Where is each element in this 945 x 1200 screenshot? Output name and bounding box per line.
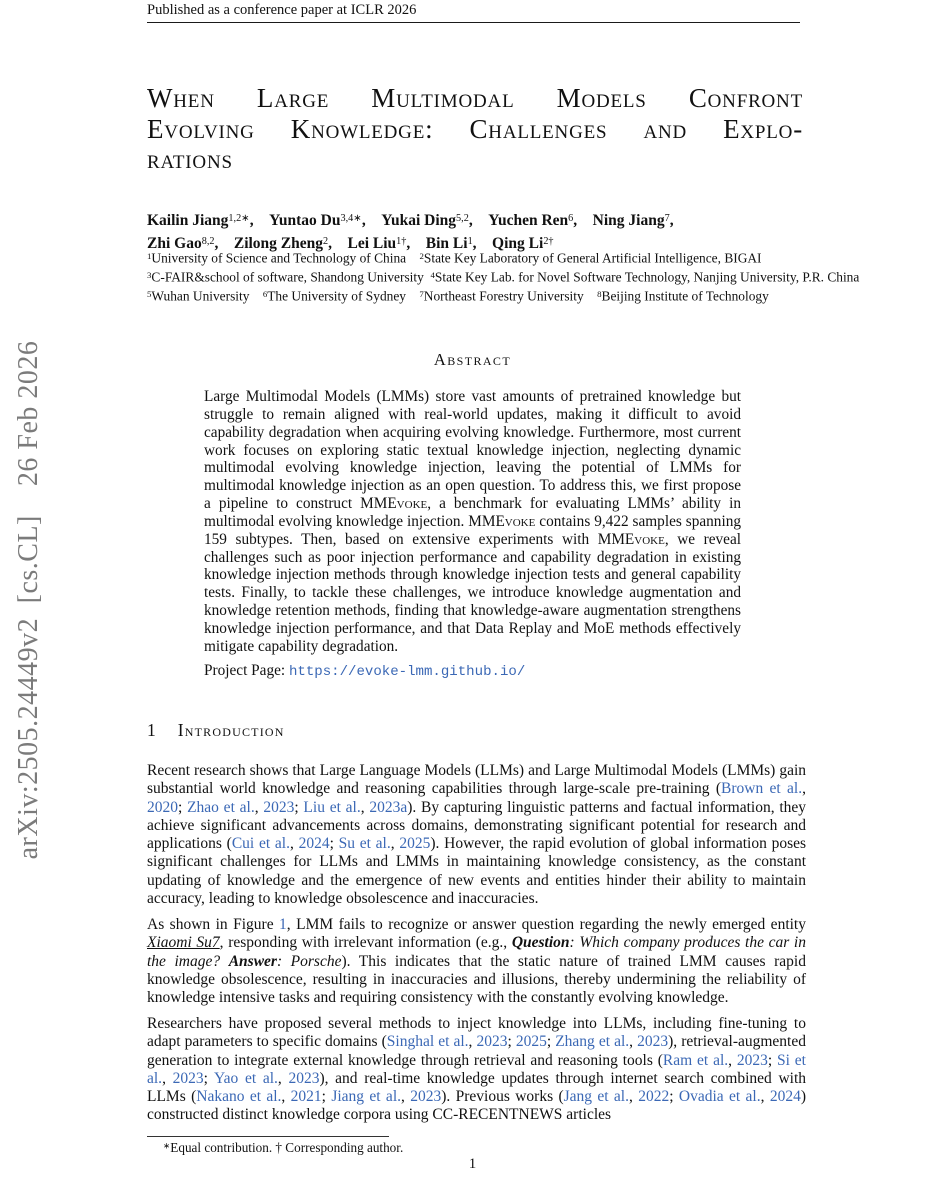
text-run: , bbox=[573, 211, 593, 229]
text-run: contains 9,422 samples spanning 159 subtypes. Then, based on extensive experiments with bbox=[204, 512, 741, 548]
author-list bbox=[147, 208, 847, 254]
text-run: , bbox=[728, 1051, 737, 1069]
citation-link[interactable]: 2021 bbox=[290, 1088, 322, 1106]
text-run: ∗ bbox=[163, 1140, 171, 1151]
page-number: 1 bbox=[468, 1156, 477, 1172]
text-run: , bbox=[629, 1088, 639, 1106]
text-run: 5,2 bbox=[456, 213, 469, 224]
text-run: Xiaomi Su7 bbox=[147, 934, 220, 952]
header-rule bbox=[147, 22, 800, 23]
text-run: MMEvoke bbox=[360, 495, 428, 513]
text-run: , bbox=[468, 1033, 477, 1051]
text-run: , bbox=[289, 835, 299, 853]
arxiv-watermark: arXiv:2505.24449v2 [cs.CL] 26 Feb 2026 bbox=[13, 340, 44, 860]
text-run: , bbox=[281, 1088, 291, 1106]
text-run: Beijing Institute of Technology bbox=[601, 288, 769, 304]
text-run: ). However, the rapid evolution of global information poses significant challenges for LLMs and LMMs in maintaining knowledge consistency, as the constant updating of knowledge and the emergence of new events and entities hinder their ability to maintain accuracy, leading to knowledge obsolescence and inaccuracies. bbox=[147, 835, 807, 908]
text-run: Large Multimodal Models (LMMs) store vast amounts of pretrained knowledge but struggle to remain aligned with real-world updates, making it difficult to avoid capability degradation when acquiring evolving knowledge. Furthermore, most current work focuses on exploring static textual knowledge injection, neglecting dynamic multimodal evolving knowledge injection, leaving the potential of LMMs for multimodal knowledge injection as an open question. To address this, we first propose a pipeline to construct bbox=[204, 388, 741, 513]
text-run: ; bbox=[767, 1051, 778, 1069]
intro-paragraph-2 bbox=[147, 916, 806, 1007]
text-run: : Porsche bbox=[276, 952, 342, 970]
text-run: , bbox=[472, 234, 493, 252]
text-run: , we reveal challenges such as poor injection performance and capability degradation in existing knowledge injection methods through knowledge injection tests and general capability tests. Finally, to tackle these challenges, we introduce knowledge augmentation and knowledge retention methods, finding that knowledge-aware augmentation strengthens knowledge injection performance, and that Data Replay and MoE methods effectively mitigate capability degradation. bbox=[204, 530, 741, 655]
citation-link[interactable]: 2020 bbox=[147, 798, 178, 816]
citation-link[interactable]: Zhang et al. bbox=[555, 1033, 630, 1051]
paper-title-line-1: When Large Multimodal Models Confront bbox=[147, 83, 803, 113]
citation-link[interactable]: Singhal et al. bbox=[386, 1033, 469, 1051]
citation-link[interactable]: Zhao et al. bbox=[187, 798, 255, 816]
affiliation-line-1 bbox=[147, 248, 945, 267]
section-title: Introduction bbox=[177, 720, 285, 740]
text-run: MMEvoke bbox=[468, 512, 536, 530]
citation-link[interactable]: Ovadia et al. bbox=[678, 1088, 761, 1106]
text-run: , responding with irrelevant information (e.g., bbox=[219, 934, 512, 952]
text-run: Northeast Forestry University bbox=[423, 288, 584, 304]
text-run: Kailin Jiang bbox=[147, 211, 229, 229]
text-run: 4 bbox=[430, 269, 435, 280]
citation-link[interactable]: 2023 bbox=[410, 1088, 442, 1106]
text-run: Yuchen Ren bbox=[488, 211, 569, 229]
text-run: , bbox=[277, 1069, 289, 1087]
paper-title-line-2: Evolving Knowledge: Challenges and Explo- bbox=[147, 113, 803, 144]
citation-link[interactable]: 2023 bbox=[288, 1069, 320, 1087]
text-run: 3,4∗ bbox=[340, 213, 362, 224]
affiliation-line-2 bbox=[147, 267, 945, 286]
text-run: Zhi Gao bbox=[147, 234, 202, 252]
footnote-text bbox=[147, 1140, 803, 1156]
author-line-1 bbox=[147, 208, 847, 231]
text-run: ) constructed distinct knowledge corpora using CC-RECENTNEWS articles bbox=[147, 1088, 807, 1124]
text-run: , bbox=[802, 780, 806, 798]
text-run: , bbox=[254, 798, 264, 816]
citation-link[interactable]: Yao et al. bbox=[214, 1069, 278, 1087]
text-run: : Which company produces the car in the image? bbox=[147, 934, 806, 970]
text-run: ), retrieval-augmented generation to integrate external knowledge through retrieval and reasoning tools ( bbox=[147, 1033, 806, 1069]
text-run: 2† bbox=[543, 235, 554, 247]
text-run: 1 bbox=[147, 251, 152, 261]
text-run: Wuhan University bbox=[151, 288, 250, 304]
text-run: ; bbox=[321, 1088, 332, 1106]
project-url-link[interactable]: https://evoke-lmm.github.io/ bbox=[288, 664, 526, 680]
citation-link[interactable]: Liu et al. bbox=[303, 798, 361, 816]
intro-paragraph-1 bbox=[147, 762, 806, 908]
citation-link[interactable]: 2024 bbox=[769, 1088, 801, 1106]
text-run: 5 bbox=[147, 288, 152, 299]
text-run: ; bbox=[507, 1033, 516, 1051]
text-run: Zilong Zheng bbox=[233, 234, 324, 252]
text-run: 2 bbox=[323, 235, 329, 247]
text-run: Qing Li bbox=[492, 234, 544, 252]
project-page-line bbox=[204, 662, 741, 680]
text-run: 6 bbox=[262, 288, 268, 299]
citation-link[interactable]: 2024 bbox=[298, 835, 330, 853]
paper-title bbox=[147, 83, 803, 175]
text-run: Ning Jiang bbox=[592, 211, 665, 229]
text-run: ; bbox=[329, 835, 339, 853]
abstract-text bbox=[204, 388, 741, 656]
text-run: MMEvoke bbox=[597, 530, 665, 548]
text-run: ; bbox=[294, 798, 304, 816]
text-run: State Key Laboratory of General Artificial Intelligence, BIGAI bbox=[423, 250, 762, 266]
citation-link[interactable]: 1 bbox=[279, 916, 287, 933]
citation-link[interactable]: 2025 bbox=[399, 835, 431, 853]
citation-link[interactable]: 2023 bbox=[637, 1033, 669, 1051]
text-run: 3 bbox=[147, 269, 152, 280]
text-run: ), and real-time knowledge updates through internet search combined with LLMs ( bbox=[147, 1069, 807, 1106]
text-run: , bbox=[669, 211, 674, 229]
text-run: Bin Li bbox=[425, 234, 468, 252]
citation-link[interactable]: 2023 bbox=[476, 1033, 508, 1051]
text-run bbox=[424, 269, 431, 284]
abstract-heading: Abstract bbox=[433, 350, 512, 369]
text-run: ; bbox=[178, 798, 188, 816]
text-run: , bbox=[214, 234, 234, 252]
citation-link[interactable]: Si et al. bbox=[147, 1051, 806, 1087]
text-run: ; bbox=[546, 1033, 556, 1051]
text-run: 1† bbox=[396, 235, 407, 247]
affiliation-line-3 bbox=[147, 286, 945, 305]
text-run bbox=[406, 250, 419, 265]
text-run: , bbox=[406, 234, 426, 252]
text-run: , bbox=[249, 211, 270, 229]
text-run: 7 bbox=[419, 288, 424, 299]
text-run: , bbox=[328, 234, 348, 252]
text-run: , bbox=[361, 211, 382, 229]
text-run: , bbox=[360, 798, 370, 816]
text-run: Researchers have proposed several methods to inject knowledge into LLMs, including fine-tuning to adapt parameters to specific domains ( bbox=[147, 1015, 806, 1051]
citation-link[interactable]: Jiang et al. bbox=[331, 1088, 401, 1106]
text-run: 1,2∗ bbox=[228, 213, 250, 224]
text-run: 7 bbox=[664, 213, 670, 224]
text-run: As shown in Figure bbox=[147, 916, 280, 933]
section-number: 1 bbox=[147, 720, 156, 740]
text-run: ). By capturing linguistic patterns and factual information, they achieve significant advancements across domains, demonstrating significant potential for research and applications ( bbox=[147, 798, 807, 853]
text-run: , bbox=[390, 835, 400, 853]
citation-link[interactable]: Su et al. bbox=[338, 835, 391, 853]
text-run: Yukai Ding bbox=[381, 211, 457, 229]
citation-link[interactable]: 2023 bbox=[172, 1069, 204, 1087]
text-run bbox=[584, 288, 597, 303]
text-run: ; bbox=[203, 1069, 215, 1087]
text-run: 8,2 bbox=[201, 235, 215, 247]
text-run: State Key Lab. for Novel Software Technology, Nanjing University, P.R. China bbox=[434, 269, 860, 285]
footnote-rule bbox=[147, 1136, 389, 1137]
text-run: 8 bbox=[597, 288, 602, 299]
text-run: , bbox=[468, 211, 489, 229]
text-run: , bbox=[401, 1088, 411, 1106]
text-run: , bbox=[162, 1069, 173, 1087]
text-run: , a benchmark for evaluating LMMs’ ability in multimodal evolving knowledge injection. bbox=[204, 495, 741, 530]
text-run: Answer bbox=[228, 952, 277, 970]
text-run: Yuntao Du bbox=[269, 211, 341, 229]
citation-link[interactable]: 2023 bbox=[736, 1051, 768, 1069]
citation-link[interactable]: Ram et al. bbox=[662, 1051, 729, 1069]
text-run: University of Science and Technology of China bbox=[151, 250, 407, 266]
citation-link[interactable]: Jang et al. bbox=[563, 1088, 629, 1106]
text-run: ). Previous works ( bbox=[441, 1088, 564, 1106]
citation-link[interactable]: Brown et al. bbox=[721, 780, 803, 798]
citation-link[interactable]: Cui et al. bbox=[231, 835, 290, 853]
citation-link[interactable]: Nakano et al. bbox=[196, 1088, 282, 1106]
affiliation-list bbox=[147, 248, 945, 305]
text-run: The University of Sydney bbox=[267, 288, 406, 304]
text-run: , bbox=[629, 1033, 638, 1051]
text-run: Lei Liu bbox=[347, 234, 397, 252]
citation-link[interactable]: 2023a bbox=[369, 798, 408, 816]
text-run: ; bbox=[669, 1088, 679, 1106]
text-run: ). This indicates that the static nature of trained LMM causes rapid knowledge obsolescence, resulting in inaccuracies and illusions, thereby undermining the reliability of knowledge intensive tasks and requiring consistency with the constantly evolving knowledge. bbox=[147, 952, 806, 1007]
text-run: Question bbox=[511, 934, 570, 952]
citation-link[interactable]: 2022 bbox=[638, 1088, 670, 1106]
text-run: Project Page: bbox=[204, 662, 289, 679]
text-run: C-FAIR&school of software, Shandong University bbox=[151, 269, 424, 285]
citation-link[interactable]: 2025 bbox=[515, 1033, 547, 1051]
text-run: Equal contribution. † Corresponding author. bbox=[170, 1140, 404, 1155]
text-run: 2 bbox=[419, 251, 424, 261]
text-run: 1 bbox=[467, 235, 473, 247]
text-run: Recent research shows that Large Language Models (LLMs) and Large Multimodal Models (LMMs) gain substantial world knowledge and reasoning capabilities through large-scale pre-training ( bbox=[147, 762, 806, 798]
paper-title-line-3: rations bbox=[147, 144, 233, 174]
text-run bbox=[406, 288, 419, 303]
citation-link[interactable]: 2023 bbox=[263, 798, 295, 816]
running-header: Published as a conference paper at ICLR 2026 bbox=[147, 2, 417, 18]
text-run bbox=[249, 288, 262, 303]
section-heading-introduction bbox=[147, 720, 285, 741]
text-run: , LMM fails to recognize or answer question regarding the newly emerged entity bbox=[286, 916, 806, 933]
text-run: 6 bbox=[568, 213, 574, 224]
intro-paragraph-3 bbox=[147, 1015, 806, 1125]
text-run: , bbox=[760, 1088, 770, 1106]
